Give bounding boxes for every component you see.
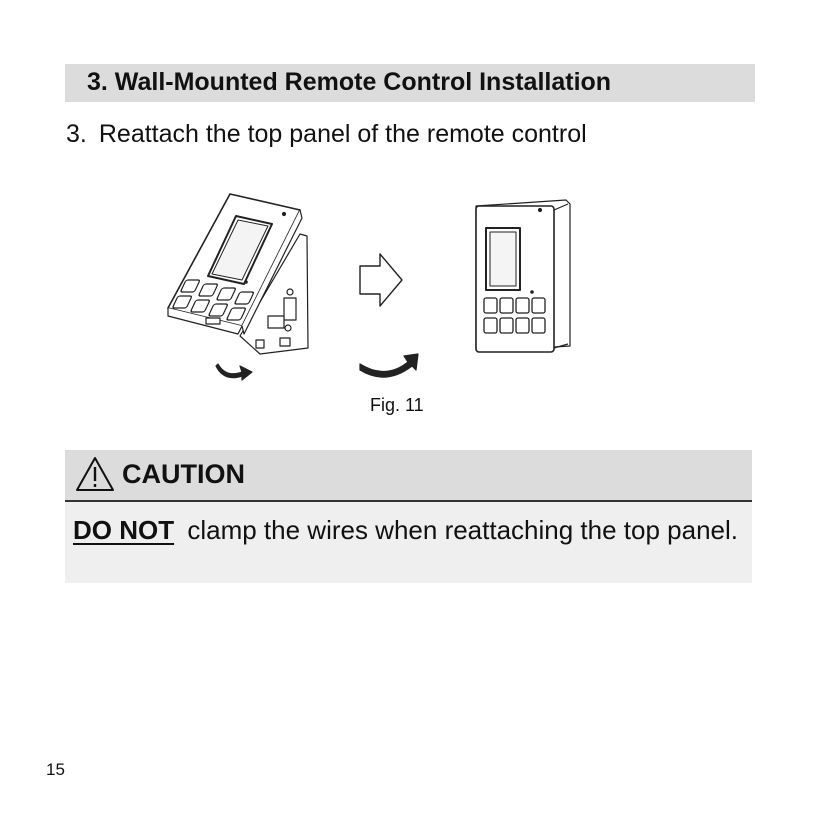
caution-emphasis: DO NOT xyxy=(73,515,175,545)
section-title: 3. Wall-Mounted Remote Control Installation xyxy=(87,68,612,96)
assembled-remote-illustration xyxy=(476,200,570,352)
caution-title: CAUTION xyxy=(122,459,245,489)
caution-text: clamp the wires when reattaching the top panel. xyxy=(187,515,739,545)
caution-header xyxy=(65,450,752,502)
caution-message xyxy=(73,510,743,550)
caution-box xyxy=(65,450,752,583)
rotate-arrow-small-icon xyxy=(216,364,252,380)
figure-caption: Fig. 11 xyxy=(370,395,424,415)
right-arrow-icon xyxy=(360,254,402,306)
step-instruction xyxy=(66,120,587,149)
page-number: 15 xyxy=(46,760,65,779)
warning-triangle-icon xyxy=(75,456,115,492)
step-text: Reattach the top panel of the remote control xyxy=(98,120,587,148)
rotate-arrow-large-icon xyxy=(360,354,418,377)
step-number: 3. xyxy=(66,120,87,148)
remote-installation-illustration xyxy=(160,188,610,398)
section-header-bar xyxy=(65,64,755,102)
